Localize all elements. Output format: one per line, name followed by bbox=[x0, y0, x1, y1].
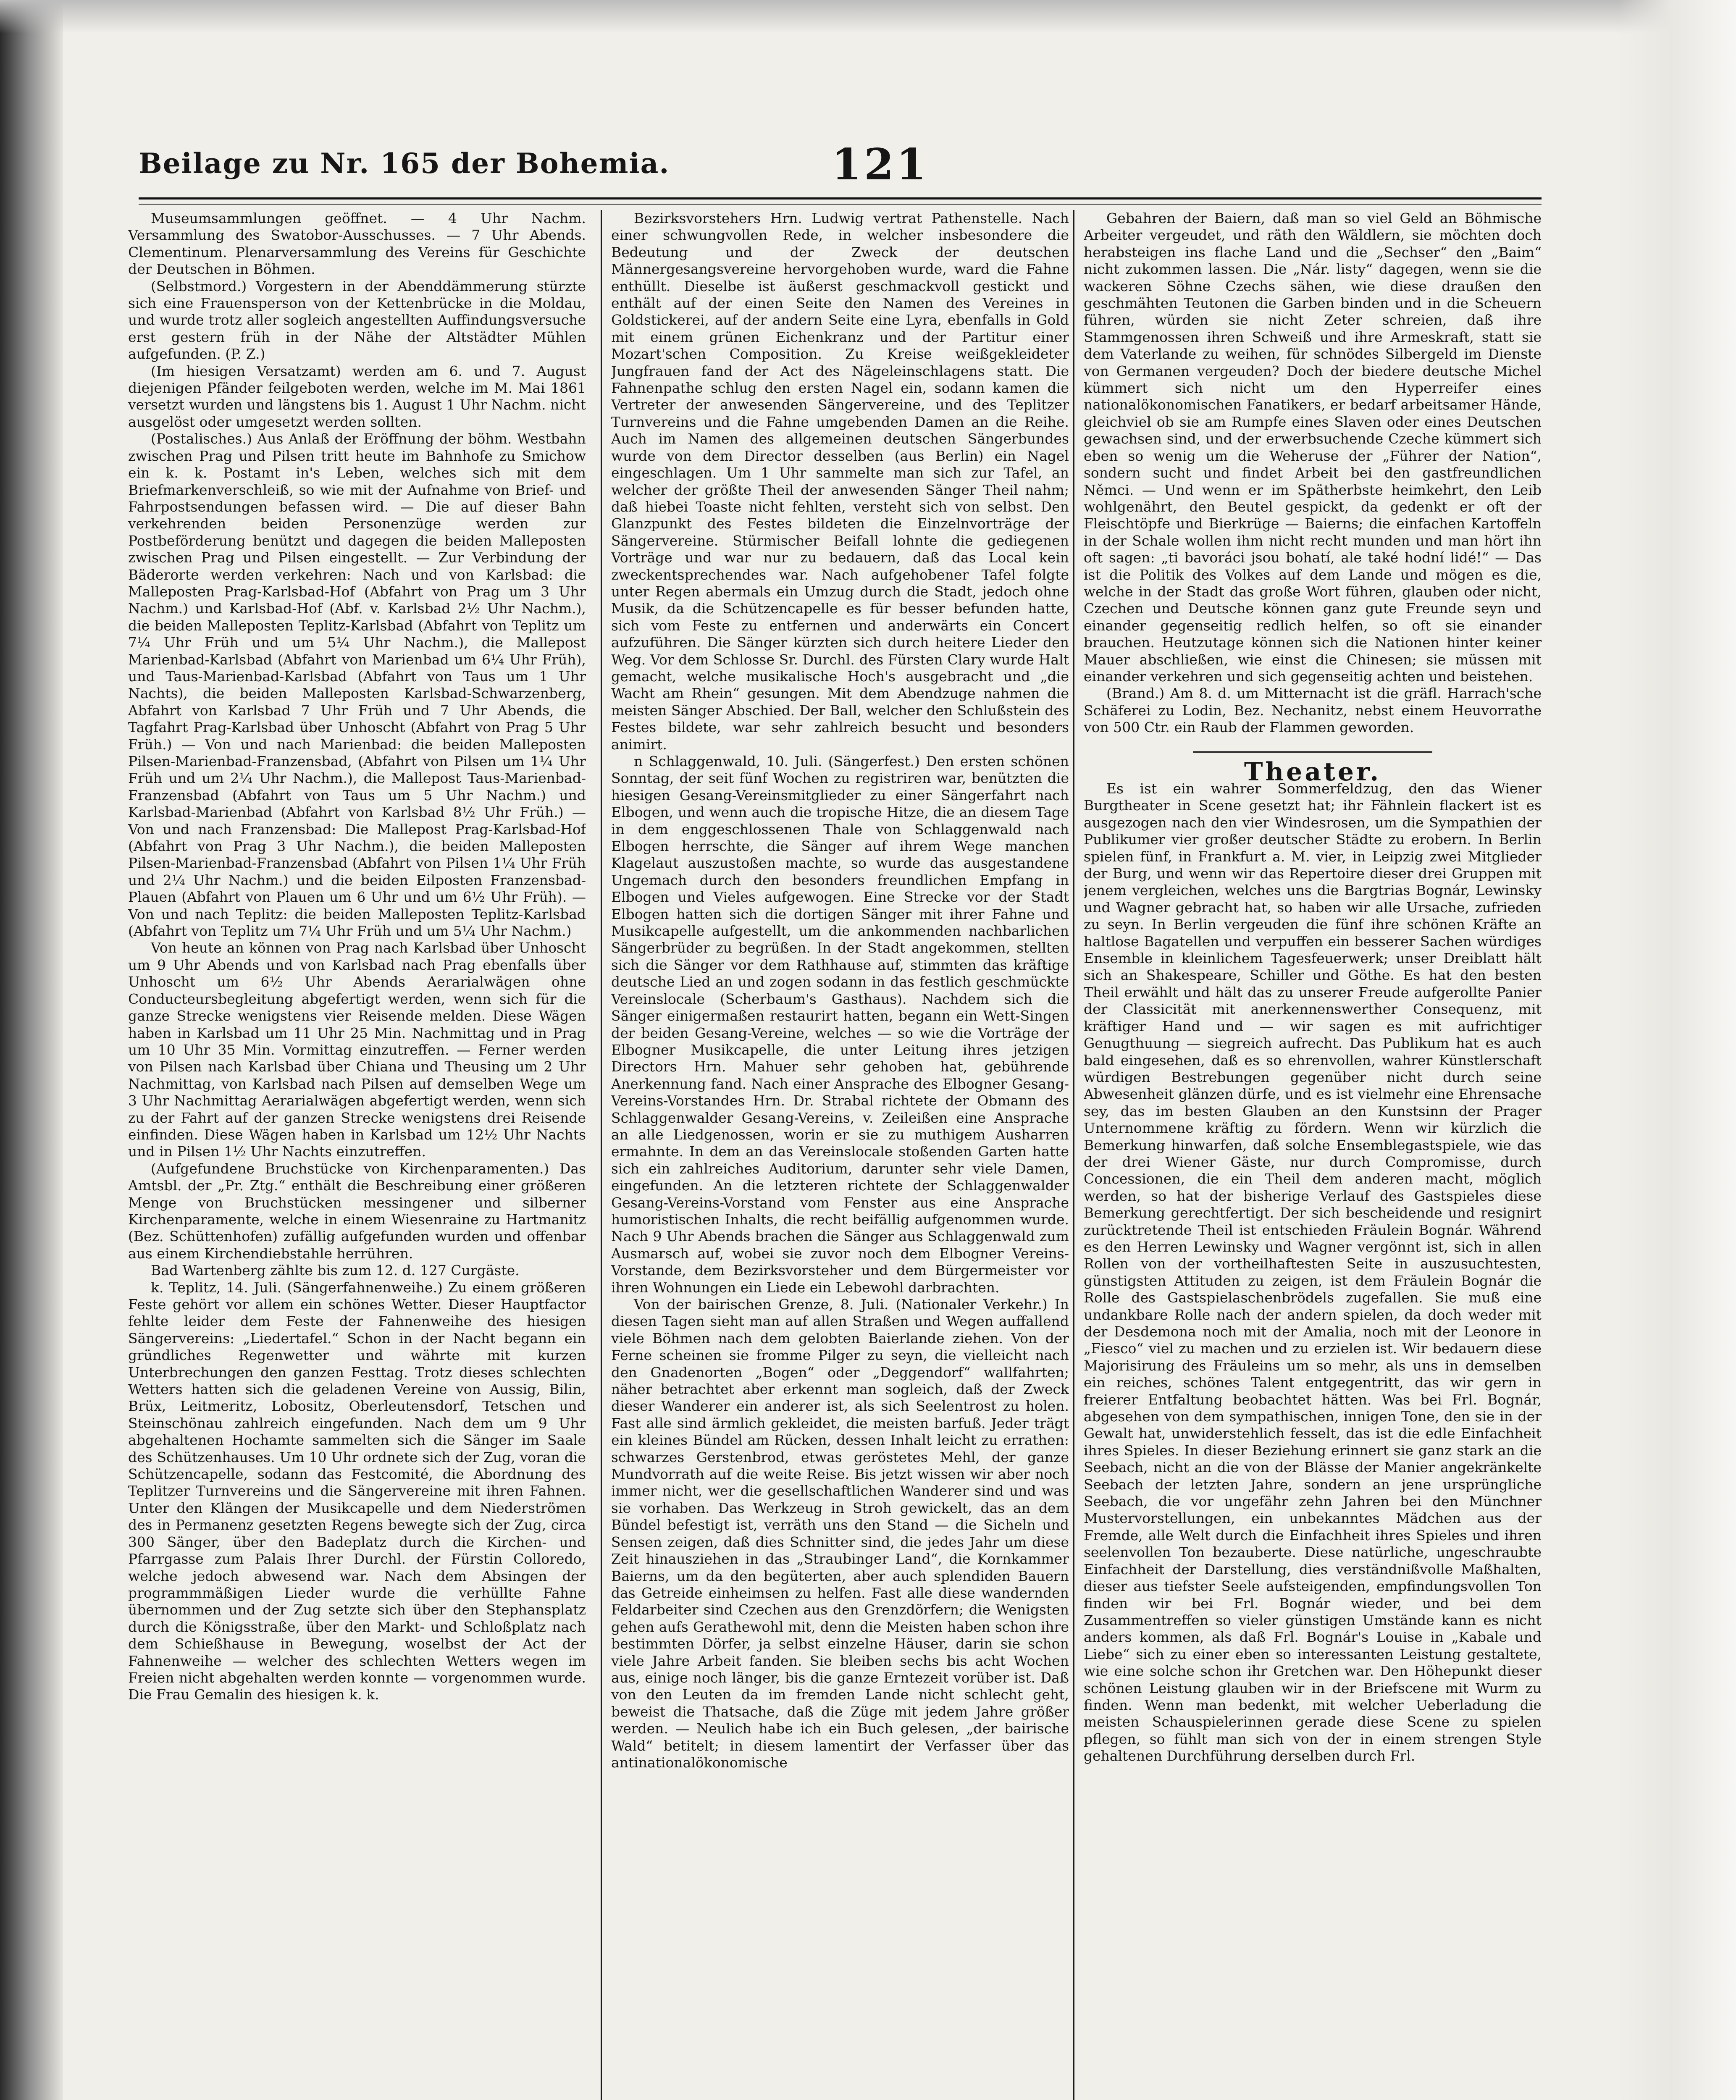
article-mail-coaches: Von heute an können von Prag nach Karlsbad über Unhoscht um 9 Uhr Abends und von Karlsbad nach Prag ebenfalls über Unhoscht um 6½ Uhr Abends Aerarialwägen ohne Conducteursbegleitung abgefertigt werden, wenn sich für die ganze Strecke wenigstens vier Reisende melden. Diese Wägen haben in Karlsbad um 11 Uhr 25 Min. Nachmittag und in Prag um 10 Uhr 35 Min. Vormittag einzutreffen. — Ferner werden von Pilsen nach Karlsbad über Chiana und Theusing um 2 Uhr Nachmittag, von Karlsbad nach Pilsen auf demselben Wege um 3 Uhr Nachmittag Aerarialwägen abgefertigt werden, wenn sich zu der Fahrt auf der ganzen Strecke wenigstens drei Reisende einfinden. Diese Wägen haben in Karlsbad um 12½ Uhr Nachts und in Pilsen 1½ Uhr Nachts einzutreffen. bbox=[128, 940, 586, 1160]
column-1 bbox=[128, 210, 586, 2100]
header-rule bbox=[139, 197, 1542, 205]
column-3 bbox=[1084, 210, 1542, 2100]
supplement-title: Beilage zu Nr. 165 der Bohemia. bbox=[139, 147, 670, 180]
article-theater: Es ist ein wahrer Sommerfeldzug, den das Wiener Burgtheater in Scene gesetzt hat; ihr Fähnlein flackert ist es ausgezogen nach den vier Windesrosen, um die Sympathien der Publikumer vier großer deutscher Städte zu erobern. In Berlin spielen fünf, in Frankfurt a. M. vier, in Leipzig zwei Mitglieder der Burg, und wenn wir das Repertoire dieser drei Gruppen mit jenem vergleichen, welches uns die Bargtrias Bognár, Lewinsky und Wagner gebracht hat, so haben wir alle Ursache, zufrieden zu seyn. In Berlin vergeuden die fünf ihre schönen Kräfte an haltlose Bagatellen und verpuffen ein besserer Sachen würdiges Ensemble in kleinlichem Tagesfeuerwerk; unser Dreiblatt hält sich an Shakespeare, Schiller und Göthe. Es hat den besten Theil erwählt und hält das zu unserer Freude aufgerollte Panier der Classicität mit anerkennenswerther Consequenz, mit kräftiger Hand und — wir sagen es mit aufrichtiger Genugthuung — siegreich aufrecht. Das Publikum hat es auch bald eingesehen, daß es so ehrenvollen, wahrer Künstlerschaft würdigen Bestrebungen gegenüber nicht durch seine Abwesenheit glänzen dürfe, und es ist vielmehr eine Ehrensache sey, das im besten Glauben an den Kunstsinn der Prager Unternommene kräftig zu fördern. Wenn wir kürzlich die Bemerkung hinwarfen, daß solche Ensemblegastspiele, wie das der drei Wiener Gäste, nur durch Compromisse, durch Concessionen, die ein Theil dem anderen macht, möglich werden, so hat der bisherige Verlauf des Gastspieles diese Bemerkung gerechtfertigt. Der sich bescheidende und resignirt zurücktretende Theil ist entschieden Fräulein Bognár. Während es den Herren Lewinsky und Wagner vergönnt ist, sich in allen Rollen von der vortheilhaftesten Seite in auszusuchtesten, günstigsten Attituden zu zeigen, ist dem Fräulein Bognár die Rolle des Gastspielaschenbrödels zugefallen. Sie muß eine undankbare Rolle nach der andern spielen, da doch weder mit der Desdemona noch mit der Amalia, noch mit der Leonore in „Fiesco“ viel zu machen und zu erzielen ist. Wir bedauern diese Majorisirung des Fräuleins um so mehr, als uns in demselben ein reiches, schönes Talent entgegentritt, das wir gern in freierer Entfaltung beobachtet hätten. Was bei Frl. Bognár, abgesehen von dem sympathischen, innigen Tone, den sie in der Gewalt hat, unwiderstehlich fesselt, das ist die edle Einfachheit ihres Spieles. In dieser Beziehung erinnert sie ganz stark an die Seebach, nicht an die von der Blässe der Manier angekränkelte Seebach der letzten Jahre, sondern an jene ursprüngliche Seebach, die vor ungefähr zehn Jahren bei den Münchner Mustervorstellungen, ein unbekanntes Mädchen aus der Fremde, alle Welt durch die Einfachheit ihres Spieles und ihren seelenvollen Ton bezauberte. Diese natürliche, ungeschraubte Einfachheit der Darstellung, dies verständnißvolle Maßhalten, dieser aus tiefster Seele aufsteigenden, empfindungsvollen Ton finden wir bei Frl. Bognár wieder, und bei dem Zusammentreffen so vieler günstigen Umstände kann es nicht anders kommen, als daß Frl. Bognár's Louise in „Kabale und Liebe“ sich zu einer eben so interessanten Leistung gestaltete, wie eine solche schon ihr Gretchen war. Den Höhepunkt dieser schönen Leistung glauben wir in der Briefscene mit Wurm zu finden. Wenn man bedenkt, mit welcher Ueberladung die meisten Schauspielerinnen gerade diese Scene zu spielen pflegen, so fühlt man sich von der in einem strengen Style gehaltenen Durchführung derselben durch Frl. bbox=[1084, 780, 1542, 1764]
scan-top-shadow bbox=[0, 0, 1736, 34]
page-header bbox=[139, 139, 1647, 193]
article-museum-notice: Museumsammlungen geöffnet. — 4 Uhr Nachm. Versammlung des Swatobor-Ausschusses. — 7 Uhr Abends. Clementinum. Plenarversammlung des Vereins für Geschichte der Deutschen in Böhmen. bbox=[128, 210, 586, 278]
article-teplitz-continued: Bezirksvorstehers Hrn. Ludwig vertrat Pathenstelle. Nach einer schwungvollen Rede, in welcher insbesondere die Bedeutung und der Zweck der deutschen Männergesangsvereine hervorgehoben wurde, ward die Fahne enthüllt. Dieselbe ist äußerst geschmackvoll gestickt und enthält auf der einen Seite den Namen des Vereines in Goldstickerei, auf der andern Seite eine Lyra, ebenfalls in Gold mit einem grünen Eichenkranz und der Partitur einer Mozart'schen Composition. Zu Kreise weißgekleideter Jungfrauen fand der Act des Nägeleinschlagens statt. Die Fahnenpathe schlug den ersten Nagel ein, sodann kamen die Vertreter der anwesenden Sängervereine, und des Teplitzer Turnvereins und die Fahne umgebenden Damen an die Reihe. Auch im Namen des allgemeinen deutschen Sängerbundes wurde von dem Director desselben (aus Berlin) ein Nagel eingeschlagen. Um 1 Uhr sammelte man sich zur Tafel, an welcher der größte Theil der anwesenden Sänger Theil nahm; daß hiebei Toaste nicht fehlten, versteht sich von selbst. Den Glanzpunkt des Festes bildeten die Einzelnvorträge der Sängervereine. Stürmischer Beifall lohnte die gediegenen Vorträge und war nur zu bedauern, daß das Local kein zweckentsprechendes war. Nach aufgehobener Tafel folgte unter Regen abermals ein Umzug durch die Stadt, jedoch ohne Musik, da die Schützencapelle es für besser befunden hatte, sich vom Feste zu entfernen und anderwärts ein Concert aufzuführen. Die Sänger kürzten sich durch heitere Lieder den Weg. Vor dem Schlosse Sr. Durchl. des Fürsten Clary wurde Halt gemacht, welche musikalische Hoch's ausgebracht und „die Wacht am Rhein“ gesungen. Mit dem Abendzuge nahmen die meisten Sänger Abschied. Der Ball, welcher den Schlußstein des Festes bildete, war sehr zahlreich besucht und besonders animirt. bbox=[611, 210, 1069, 753]
article-suicide: (Selbstmord.) Vorgestern in der Abenddämmerung stürzte sich eine Frauensperson von der Kettenbrücke in die Moldau, und wurde trotz aller sogleich angestellten Auffindungsversuche erst gestern früh in der Nähe der Altstädter Mühlen aufgefunden. (P. Z.) bbox=[128, 278, 586, 362]
article-fire: (Brand.) Am 8. d. um Mitternacht ist die gräfl. Harrach'sche Schäferei zu Lodin, Bez. Nechanitz, nebst einem Heuvorrathe von 500 Ctr. ein Raub der Flammen geworden. bbox=[1084, 685, 1542, 736]
page-number: 121 bbox=[832, 139, 929, 190]
theater-heading: Theater. bbox=[1244, 757, 1381, 787]
article-schlaggenwald-singing: n Schlaggenwald, 10. Juli. (Sängerfest.) Den ersten schönen Sonntag, der seit fünf Wochen zu registriren war, benützten die hiesigen Gesang-Vereinsmitglieder zu einer Sängerfahrt nach Elbogen, und wenn auch die tropische Hitze, die an diesem Tage in dem enggeschlossenen Thale von Schlaggenwald nach Elbogen herrschte, die Sänger auf ihrem Wege manchen Klagelaut auszustoßen machte, so wurde das ausgestandene Ungemach durch den besonders freundlichen Empfang in Elbogen und Vieles aufgewogen. Eine Strecke vor der Stadt Elbogen hatten sich die dortigen Sänger mit ihrer Fahne und Musikcapelle aufgestellt, um die ankommenden nachbarlichen Sängerbrüder zu begrüßen. In der Stadt angekommen, stellten sich die Sänger vor dem Rathhause auf, stimmten das kräftige deutsche Lied an und zogen sodann in das festlich geschmückte Vereinslocale (Scherbaum's Gasthaus). Nachdem sich die Sänger einigermaßen restaurirt hatten, begann ein Wett-Singen der beiden Gesang-Vereine, welches — so wie die Vorträge der Elbogner Musikcapelle, die unter Leitung ihres jetzigen Directors Hrn. Mahuer sehr gehoben hat, gebührende Anerkennung fand. Nach einer Ansprache des Elbogner Gesang-Vereins-Vorstandes Hrn. Dr. Strabal richtete der Obmann des Schlaggenwalder Gesang-Vereins, v. Zeileißen eine Ansprache an alle Liedgenossen, worin er sie zu muthigem Ausharren ermahnte. In dem an das Vereinslocale stoßenden Garten hatte sich ein zahlreiches Auditorium, darunter sehr viele Damen, eingefunden. An die letzteren richtete der Schlaggenwalder Gesang-Vereins-Vorstand vom Fenster aus eine Ansprache humoristischen Inhalts, die recht beifällig aufgenommen wurde. Nach 9 Uhr Abends brachen die Sänger aus Schlaggenwald zum Ausmarsch auf, wobei sie zuvor noch dem Elbogner Vereins-Vorstande, dem Bezirksvorsteher und dem Bürgermeister vor ihren Wohnungen ein Liede ein Lebewohl darbrachten. bbox=[611, 753, 1069, 1296]
page-fold-edge bbox=[1618, 0, 1736, 2100]
article-church-fragments: (Aufgefundene Bruchstücke von Kirchenparamenten.) Das Amtsbl. der „Pr. Ztg.“ enthält die Beschreibung einer größeren Menge von Bruchstücken messingener und silberner Kirchenparamente, welche in einem Wiesenraine zu Hartmanitz (Bez. Schüttenhofen) zufällig aufgefunden wurden und offenbar aus einem Kirchendiebstahle herrühren. bbox=[128, 1160, 586, 1262]
section-separator bbox=[1193, 751, 1432, 753]
column-2 bbox=[611, 210, 1069, 2100]
article-bavarian-border: Von der bairischen Grenze, 8. Juli. (Nationaler Verkehr.) In diesen Tagen sieht man auf allen Straßen und Wegen auffallend viele Böhmen nach dem gelobten Baierlande ziehen. Von der Ferne scheinen sie fromme Pilger zu seyn, die vielleicht nach den Gnadenorten „Bogen“ oder „Deggendorf“ wallfahrten; näher betrachtet aber erkennt man sogleich, daß der Zweck dieser Wanderer ein anderer ist, als sich Seelentrost zu holen. Fast alle sind ärmlich gekleidet, die meisten barfuß. Jeder trägt ein kleines Bündel am Rücken, dessen Inhalt leicht zu errathen: schwarzes Gerstenbrod, etwas geröstetes Mehl, der ganze Mundvorrath auf die weite Reise. Bis jetzt wissen wir aber noch immer nicht, wer die gesellschaftlichen Wanderer sind und was sie vorhaben. Das Werkzeug in Stroh gewickelt, das an dem Bündel befestigt ist, verräth uns den Stand — die Sicheln und Sensen zeigen, daß dies Schnitter sind, die jedes Jahr um diese Zeit hinausziehen in das „Straubinger Land“, die Kornkammer Baierns, um da den begüterten, aber auch splendiden Bauern das Getreide einheimsen zu helfen. Fast alle diese wandernden Feldarbeiter sind Czechen aus den Grenzdörfern; die Wenigsten gehen aufs Gerathewohl mit, denn die Meisten haben schon ihre bestimmten Dörfer, ja selbst einzelne Häuser, darin sie schon viele Jahre Arbeit fanden. Sie bleiben sechs bis acht Wochen aus, einige noch länger, bis die ganze Erntezeit vorüber ist. Daß von den Leuten da im fremden Lande nicht schlecht geht, beweist die Thatsache, daß die Züge mit jedem Jahre größer werden. — Neulich habe ich ein Buch gelesen, „der bairische Wald“ betitelt; in diesem lamentirt der Verfasser über das antinationalökonomische bbox=[611, 1296, 1069, 1771]
article-bavarian-border-continued: Gebahren der Baiern, daß man so viel Geld an Böhmische Arbeiter vergeudet, und räth den Wäldlern, sie möchten doch herabsteigen ins flache Land und die „Sechser“ den „Baim“ nicht zukommen lassen. Die „Nár. listy“ dagegen, wenn sie die wackeren Söhne Czechs sähen, wie diese draußen den geschmähten Teutonen die Garben binden und in die Scheuern führen, würden sie nicht Zeter schreien, daß ihre Stammgenossen ihren Schweiß und ihre Armeskraft, statt sie dem Vaterlande zu weihen, für schnödes Silbergeld im Dienste von Germanen vergeuden? Doch der biedere deutsche Michel kümmert sich nicht um den Hyperreifer eines nationalökonomischen Fanatikers, er bedarf arbeitsamer Hände, gleichviel ob sie am Rumpfe eines Slaven oder eines Deutschen gewachsen sind, und der erwerbsuchende Czeche kümmert sich eben so wenig um die Weheruse der „Führer der Nation“, sondern sucht und findet Arbeit bei den gastfreundlichen Němci. — Und wenn er im Spätherbste heimkehrt, den Leib wohlgenährt, den Beutel gespickt, da gedenkt er oft der Fleischtöpfe und Bierkrüge — Baierns; die einfachen Kartoffeln in der Schale wollen ihm nicht recht munden und man hört ihn oft sagen: „ti bavoráci jsou bohatí, ale také hodní lidé!“ — Das ist die Politik des Volkes auf dem Lande und mögen es die, welche in der Stadt das große Wort führen, glauben oder nicht, Czechen und Deutsche können ganz gute Freunde seyn und einander gegenseitig redlich helfen, so oft sie einander brauchen. Heutzutage können sich die Nationen hinter keiner Mauer abschließen, wie einst die Chinesen; sie müssen mit einander verkehren und sich gegenseitig achten und beistehen. bbox=[1084, 210, 1542, 685]
article-bad-wartenberg: Bad Wartenberg zählte bis zum 12. d. 127 Curgäste. bbox=[151, 1262, 520, 1279]
column-divider bbox=[1073, 210, 1074, 2100]
article-postal: (Postalisches.) Aus Anlaß der Eröffnung der böhm. Westbahn zwischen Prag und Pilsen tritt heute im Bahnhofe zu Smichow ein k. k. Postamt in's Leben, welches sich mit dem Briefmarkenverschleiß, so wie mit der Aufnahme von Brief- und Fahrpostsendungen befassen wird. — Die auf dieser Bahn verkehrenden beiden Personenzüge werden zur Postbeförderung benützt und dagegen die beiden Malleposten zwischen Prag und Pilsen eingestellt. — Zur Verbindung der Bäderorte werden verkehren: Nach und von Karlsbad: die Malleposten Prag-Karlsbad-Hof (Abfahrt von Prag um 3 Uhr Nachm.) und Karlsbad-Hof (Abf. v. Karlsbad 2½ Uhr Nachm.), die beiden Malleposten Teplitz-Karlsbad (Abfahrt von Teplitz um 7¼ Uhr Früh und um 5¼ Uhr Nachm.), die Mallepost Marienbad-Karlsbad (Abfahrt von Marienbad um 6¼ Uhr Früh), und Taus-Marienbad-Karlsbad (Abfahrt von Taus um 1 Uhr Nachts), die beiden Malleposten Karlsbad-Schwarzenberg, Abfahrt von Karlsbad 7 Uhr Früh und 7 Uhr Abends, die Tagfahrt Prag-Karlsbad über Unhoscht (Abfahrt von Prag 5 Uhr Früh.) — Von und nach Marienbad: die beiden Malleposten Pilsen-Marienbad-Franzensbad, (Abfahrt von Pilsen um 1¼ Uhr Früh und um 2¼ Uhr Nachm.), die Mallepost Taus-Marienbad-Franzensbad (Abfahrt von Taus um 5 Uhr Nachm.) und Karlsbad-Marienbad (Abfahrt von Karlsbad 8½ Uhr Früh.) — Von und nach Franzensbad: Die Mallepost Prag-Karlsbad-Hof (Abfahrt von Prag 3 Uhr Nachm.), die beiden Malleposten Pilsen-Marienbad-Franzensbad (Abfahrt von Pilsen 1¼ Uhr Früh und 2¼ Uhr Nachm.) und die beiden Eilposten Franzensbad-Plauen (Abfahrt von Plauen um 6 Uhr und um 6½ Uhr Früh). — Von und nach Teplitz: die beiden Malleposten Teplitz-Karlsbad (Abfahrt von Teplitz um 7¼ Uhr Früh und um 5¼ Uhr Nachm.) bbox=[128, 430, 586, 940]
column-divider bbox=[601, 210, 602, 2100]
scan-binding-shadow bbox=[0, 0, 63, 2100]
article-teplitz-flag-dedication: k. Teplitz, 14. Juli. (Sängerfahnenweihe.) Zu einem größeren Feste gehört vor allem ein schönes Wetter. Dieser Hauptfactor fehlte leider dem Feste der Fahnenweihe des hiesigen Sängervereins: „Liedertafel.“ Schon in der Nacht begann ein gründliches Regenwetter und währte mit kurzen Unterbrechungen den ganzen Festtag. Trotz dieses schlechten Wetters hatten sich die geladenen Vereine von Aussig, Bilin, Brüx, Leitmeritz, Lobositz, Oberleutensdorf, Tetschen und Steinschönau zahlreich eingefunden. Nach dem um 9 Uhr abgehaltenen Hochamte sammelten sich die Sänger im Saale des Schützenhauses. Um 10 Uhr ordnete sich der Zug, voran die Schützencapelle, sodann das Festcomité, die Abordnung des Teplitzer Turnvereins und die Sängervereine mit ihren Fahnen. Unter den Klängen der Musikcapelle und dem Niederströmen des in Permanenz gesetzten Regens bewegte sich der Zug, circa 300 Sänger, über den Badeplatz durch die Kirchen- und Pfarrgasse zum Palais Ihrer Durchl. der Fürstin Colloredo, welche jedoch abwesend war. Nach dem Absingen der programmmäßigen Lieder wurde die verhüllte Fahne übernommen und der Zug setzte sich über den Stephansplatz durch die Königsstraße, über den Markt- und Schloßplatz nach dem Schießhause in Bewegung, woselbst der Act der Fahnenweihe — welcher des schlechten Wetters wegen im Freien nicht abgehalten werden konnte — vorgenommen wurde. Die Frau Gemalin des hiesigen k. k. bbox=[128, 1279, 586, 1703]
article-pawn-office: (Im hiesigen Versatzamt) werden am 6. und 7. August diejenigen Pfänder feilgeboten werden, welche im M. Mai 1861 versetzt wurden und längstens bis 1. August 1 Uhr Nachm. nicht ausgelöst oder umgesetzt werden sollten. bbox=[128, 362, 586, 430]
